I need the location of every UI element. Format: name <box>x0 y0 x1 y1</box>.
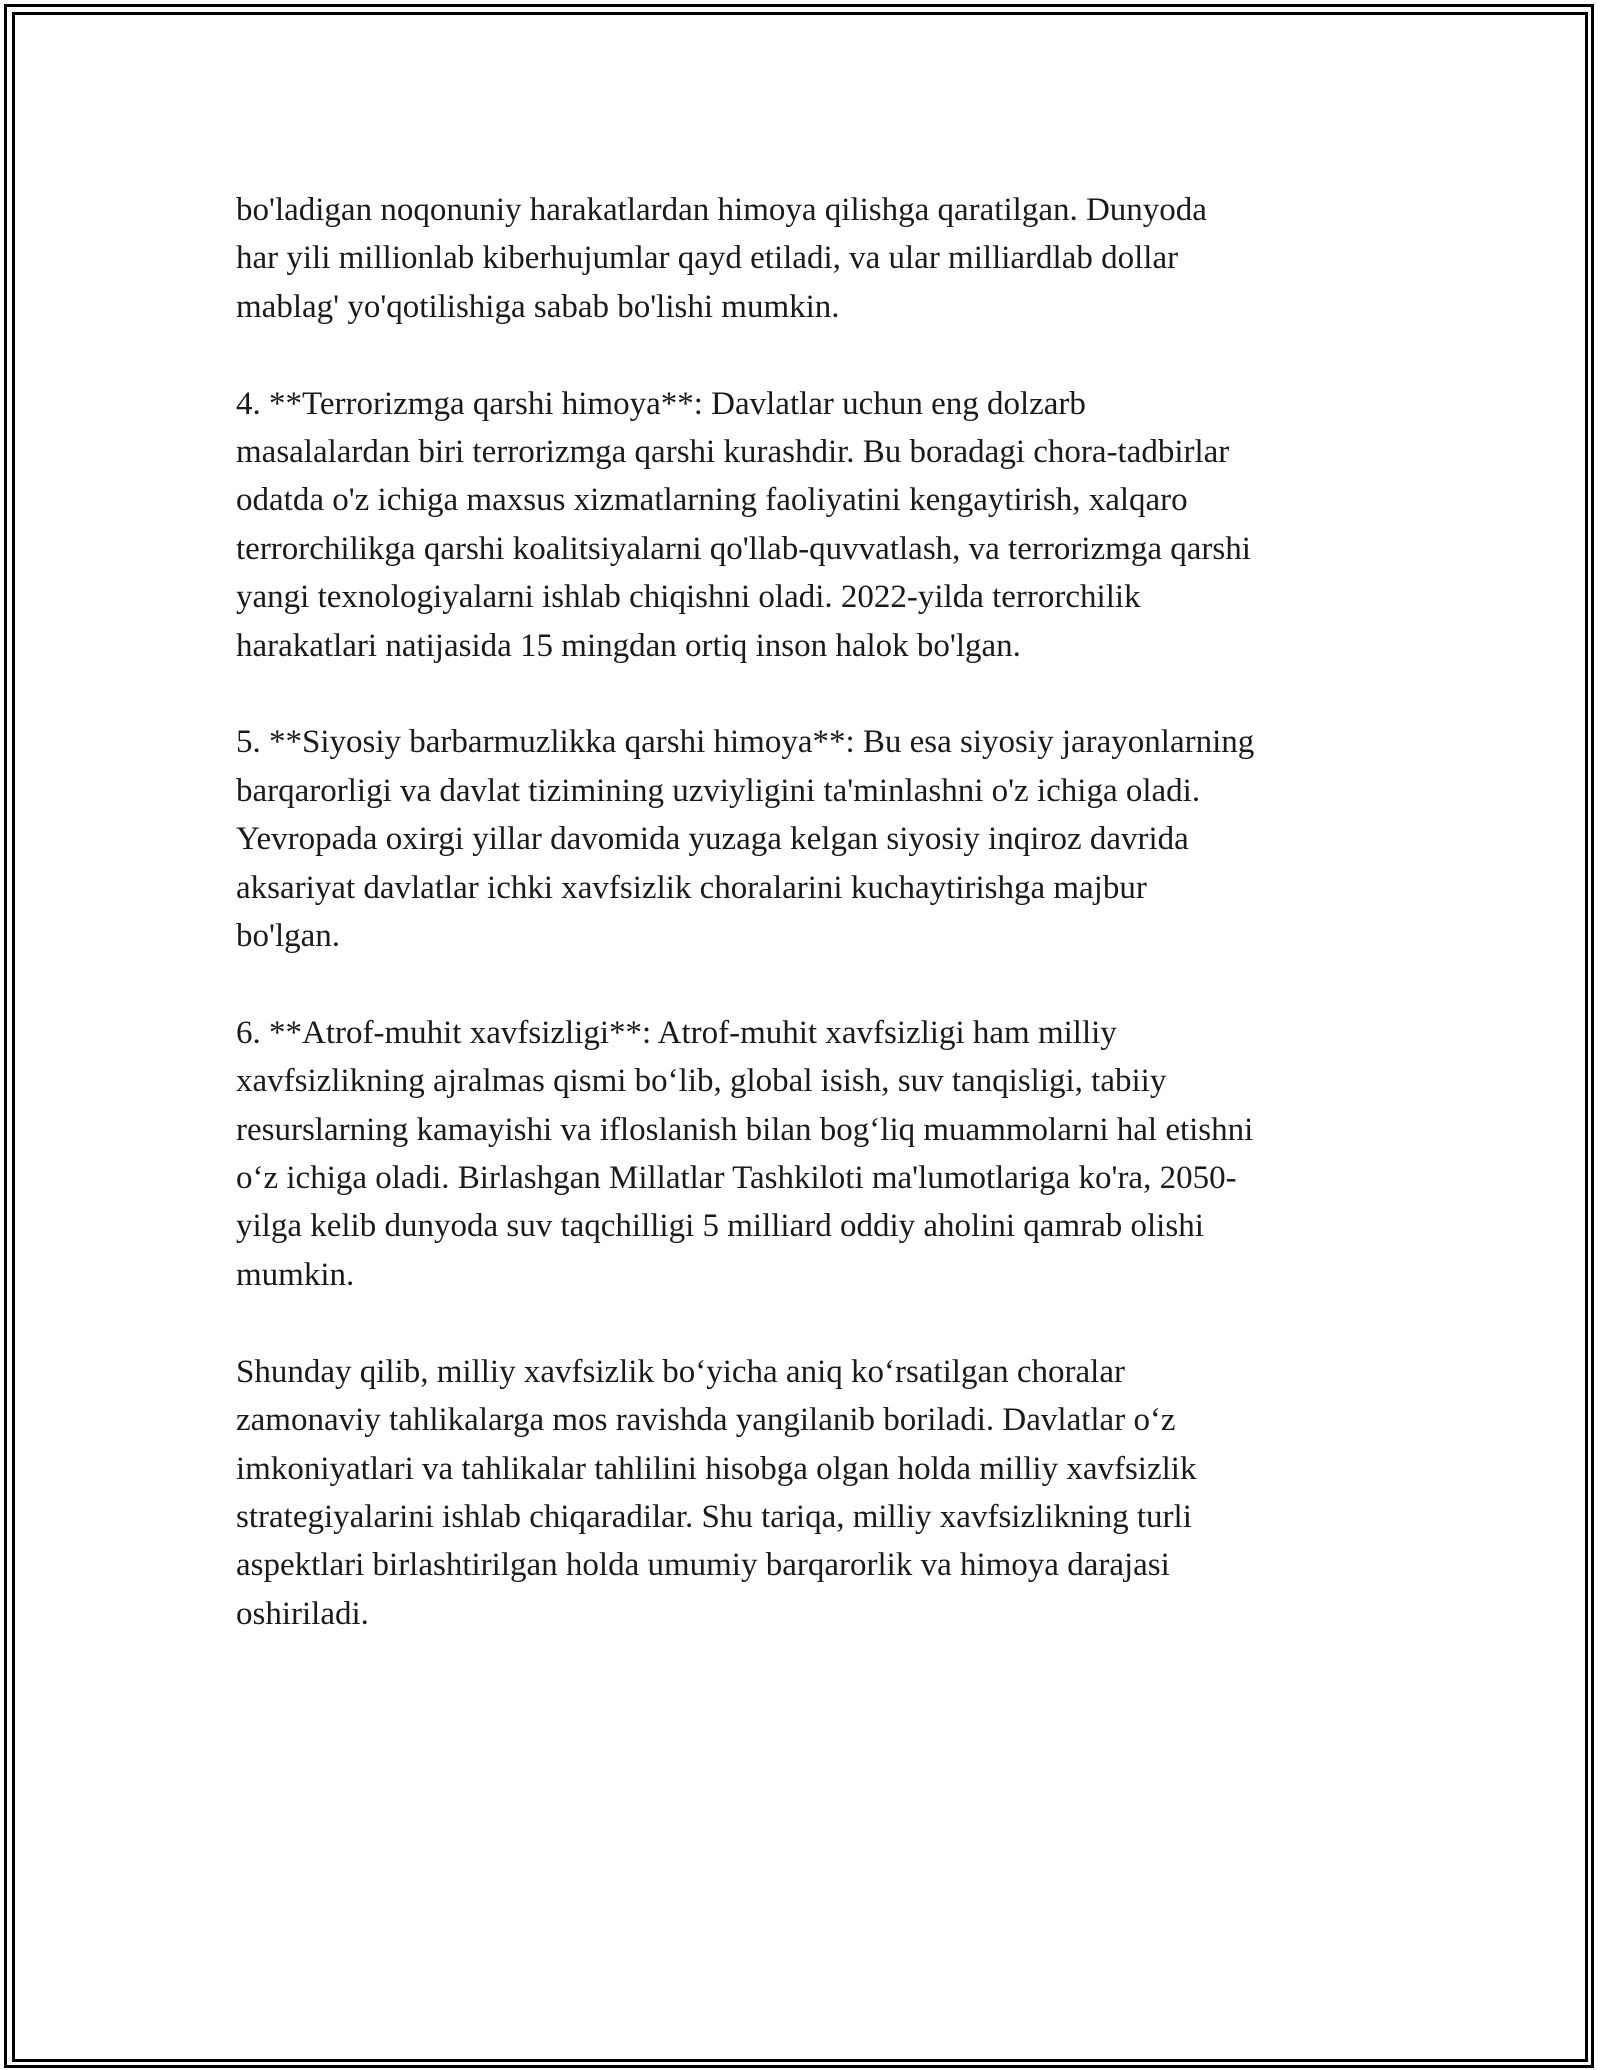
paragraph-terrorism-protection: 4. **Terrorizmga qarshi himoya**: Davlatlar uchun eng dolzarb masalalardan biri terrorizmga qarshi kurashdir. Bu boradagi chora-tadbirlar odatda o'z ichiga maxsus xizmatlarning faoliyatini kengaytirish, xalqaro terrorchilikga qarshi koalitsiyalarni qo'llab-quvvatlash, va terrorizmga qarshi yangi texnologiyalarni ishlab chiqishni oladi. 2022-yilda terrorchilik harakatlari natijasida 15 mingdan ortiq inson halok bo'lgan. <box>236 385 1251 664</box>
document-body <box>236 186 1396 1687</box>
paragraph-political-protection: 5. **Siyosiy barbarmuzlikka qarshi himoya**: Bu esa siyosiy jarayonlarning barqarorligi va davlat tizimining uzviyligini ta'minlashni o'z ichiga oladi. Yevropada oxirgi yillar davomida yuzaga kelgan siyosiy inqiroz davrida aksariyat davlatlar ichki xavfsizlik choralarini kuchaytirishga majbur bo'lgan. <box>236 724 1255 955</box>
paragraph-environmental-security: 6. **Atrof-muhit xavfsizligi**: Atrof-muhit xavfsizligi ham milliy xavfsizlikning ajralmas qismi bo‘lib, global isish, suv tanqisligi, tabiiy resurslarning kamayishi va ifloslanish bilan bog‘liq muammolarni hal etishni o‘z ichiga oladi. Birlashgan Millatlar Tashkiloti ma'lumotlariga ko'ra, 2050- yilga kelib dunyoda suv taqchilligi 5 milliard oddiy aholini qamrab olishi mumkin. <box>236 1014 1254 1293</box>
paragraph-conclusion: Shunday qilib, milliy xavfsizlik bo‘yicha aniq ko‘rsatilgan choralar zamonaviy tahlikalarga mos ravishda yangilanib boriladi. Davlatlar o‘z imkoniyatlari va tahlikalar tahlilini hisobga olgan holda milliy xavfsizlik strategiyalarini ishlab chiqaradilar. Shu tariqa, milliy xavfsizlikning turli aspektlari birlashtirilgan holda umumiy barqarorlik va himoya darajasi oshiriladi. <box>236 1353 1197 1632</box>
paragraph-cyber-protection-continued: bo'ladigan noqonuniy harakatlardan himoya qilishga qaratilgan. Dunyoda har yili millionlab kiberhujumlar qayd etiladi, va ular milliardlab dollar mablag' yo'qotilishiga sabab bo'lishi mumkin. <box>236 192 1207 325</box>
